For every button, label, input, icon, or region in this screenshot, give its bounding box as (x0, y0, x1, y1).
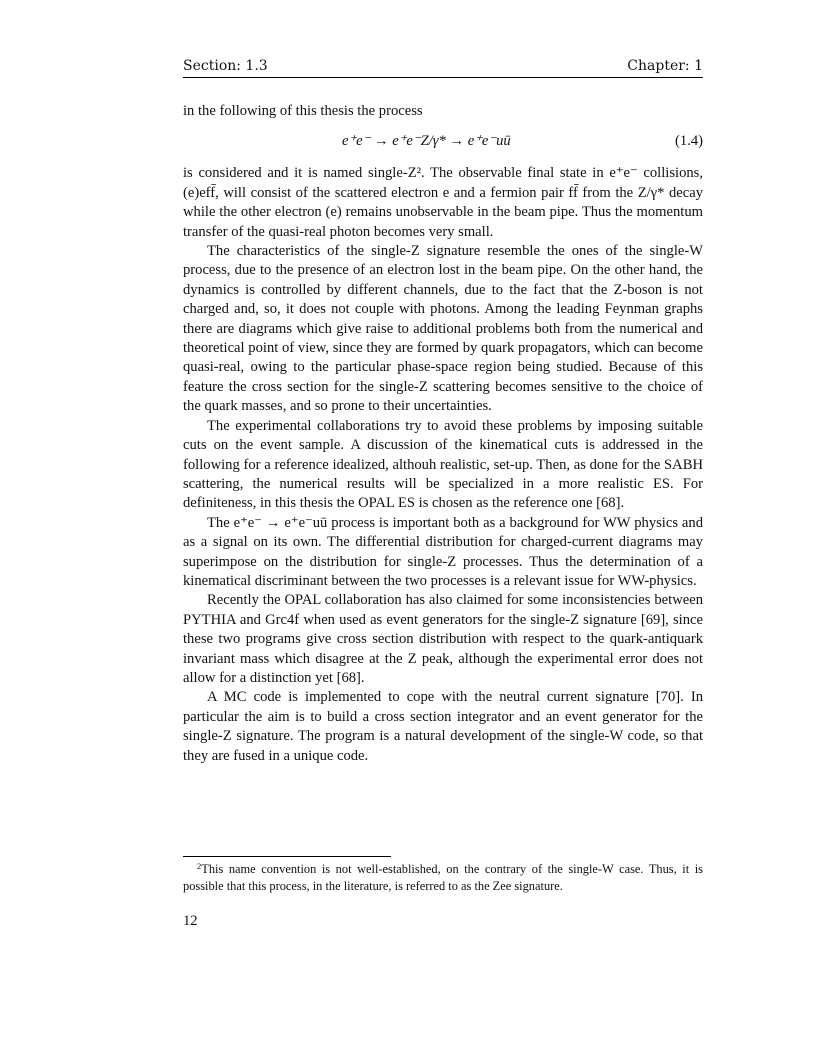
intro-line: in the following of this thesis the process (183, 103, 423, 119)
footnote (183, 858, 703, 895)
footnote-mark: 2 (197, 861, 202, 871)
page-number: 12 (183, 913, 198, 929)
equation-number: (1.4) (675, 133, 703, 150)
footnote-rule (183, 856, 391, 857)
header-section: Section: 1.3 (183, 58, 268, 74)
header-rule (183, 77, 703, 78)
equation-formula: e⁺e⁻ → e⁺e⁻Z/γ* → e⁺e⁻uū (342, 133, 511, 150)
paragraph-1: is considered and it is named single-Z². The observable final state in e⁺e⁻ collisions, (e)eff̄, will consist of the scattered electron e and a fermion pair ff̄ from the Z/γ* decay while the other electron (e) remains unobservable in the beam pipe. Thus the momentum transfer of the quasi-real photon becomes very small. (183, 165, 703, 240)
paragraph-2: The characteristics of the single-Z signature resemble the ones of the single-W process, due to the presence of an electron lost in the beam pipe. On the other hand, the dynamics is controlled by different channels, due to the fact that the Z-boson is not charged and, so, it does not couple with photons. Among the leading Feynman graphs there are diagrams which give raise to additional problems both from the numerical and theoretical point of view, since they are formed by quark propagators, which can become quasi-real, owing to the particular phase-space region being studied. Because of this feature the cross section for the single-Z scattering becomes sensitive to the choice of the quark masses, and so prone to their uncertainties. (183, 243, 703, 415)
paragraph-4: The e⁺e⁻ → e⁺e⁻uū process is important both as a background for WW physics and as a signal on its own. The differential distribution for charged-current diagrams may superimpose on the distribution for single-Z processes. Thus the determination of a kinematical discriminant between the two processes is a relevant issue for WW-physics. (183, 514, 703, 589)
paragraph-6: A MC code is implemented to cope with the neutral current signature [70]. In particular the aim is to build a cross section integrator and an event generator for the single-Z signature. The program is a natural development of the single-W code, so that they are fused in a unique code. (183, 689, 703, 764)
footnote-text: This name convention is not well-established, on the contrary of the single-W case. Thus, it is possible that this process, in the literature, is referred to as the Zee signature. (183, 862, 703, 893)
paragraph-3: The experimental collaborations try to avoid these problems by imposing suitable cuts on the event sample. A discussion of the kinematical cuts is addressed in the following for a reference idealized, althouh realistic, set-up. Then, as done for the SABH scattering, the numerical results will be specialized in a more realistic ES. For definiteness, in this thesis the OPAL ES is chosen as the reference one [68]. (183, 417, 703, 512)
header-chapter: Chapter: 1 (627, 58, 703, 74)
body-text (183, 102, 703, 766)
equation (183, 132, 703, 162)
running-header (183, 58, 703, 78)
paragraph-5: Recently the OPAL collaboration has also claimed for some inconsistencies between PYTHIA and Grc4f when used as event generators for the single-Z signature [69], since these two programs give cross section distribution with respect to the quark-antiquark invariant mass which disagree at the Z peak, although the experimental error does not allow for a distinction yet [68]. (183, 592, 703, 686)
